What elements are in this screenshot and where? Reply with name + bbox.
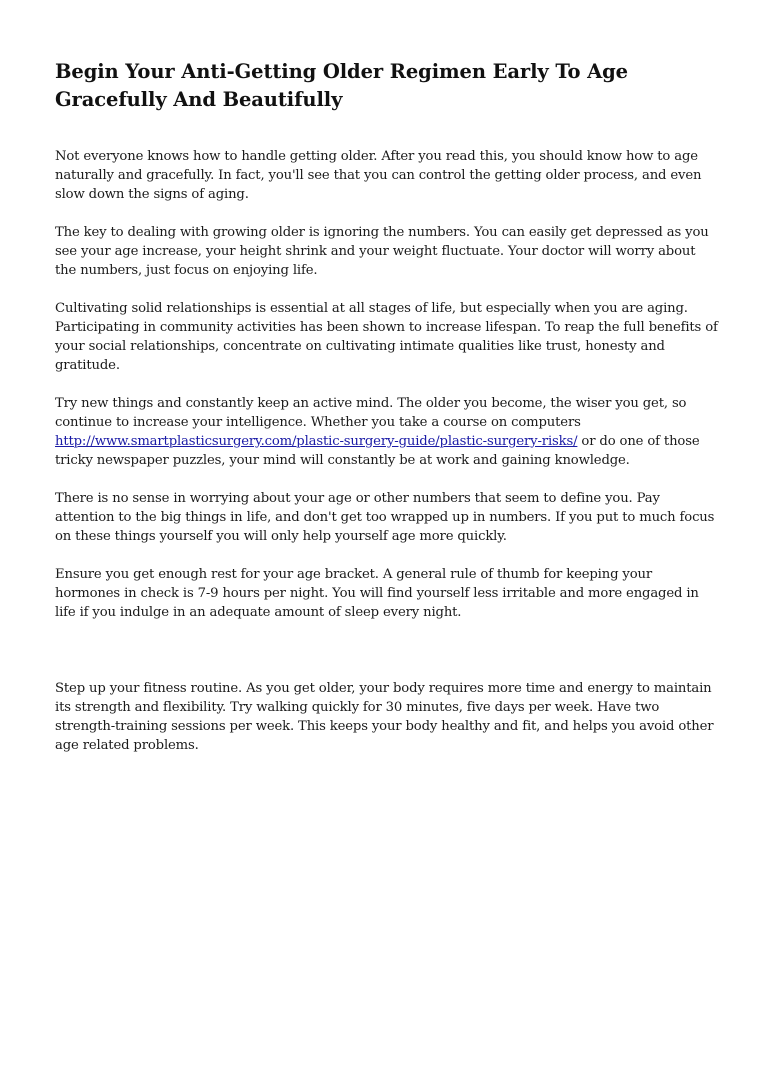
blank-gap: [55, 641, 718, 679]
page-title: Begin Your Anti-Getting Older Regimen Early To Age Gracefully And Beautifully: [55, 60, 628, 111]
paragraph-5: There is no sense in worrying about your age or other numbers that seem to define you. Pay attention to the big things in life, and don't get too wrapped up in numbers. If you put to much focus on these things yourself you will only help yourself age more quickly.: [55, 491, 715, 544]
paragraph-4: [55, 394, 718, 470]
paragraph-4-text-after: or do one of those tricky newspaper puzzles, your mind will constantly be at work and gaining knowledge.: [55, 434, 700, 468]
paragraph-6: Ensure you get enough rest for your age bracket. A general rule of thumb for keeping your hormones in check is 7-9 hours per night. You will find yourself less irritable and more engaged in life if you indulge in an adequate amount of sleep every night.: [55, 567, 699, 620]
paragraph-2: The key to dealing with growing older is ignoring the numbers. You can easily get depressed as you see your age increase, your height shrink and your weight fluctuate. Your doctor will worry about the numbers, just focus on enjoying life.: [55, 225, 709, 278]
paragraph-1: Not everyone knows how to handle getting older. After you read this, you should know how to age naturally and gracefully. In fact, you'll see that you can control the getting older process, and even slow down the signs of aging.: [55, 149, 702, 202]
article-body: [55, 147, 718, 755]
paragraph-7: Step up your fitness routine. As you get older, your body requires more time and energy to maintain its strength and flexibility. Try walking quickly for 30 minutes, five days per week. Have two strength-training sessions per week. This keeps your body healthy and fit, and helps you avoid other age related problems.: [55, 681, 714, 753]
paragraph-4-text-before: Try new things and constantly keep an active mind. The older you become, the wiser you get, so continue to increase your intelligence. Whether you take a course on computers: [55, 396, 687, 430]
surgery-risks-link[interactable]: http://www.smartplasticsurgery.com/plastic-surgery-guide/plastic-surgery-risks/: [55, 434, 578, 449]
paragraph-3: Cultivating solid relationships is essential at all stages of life, but especially when you are aging. Participating in community activities has been shown to increase lifespan. To reap the full benefits of your social relationships, concentrate on cultivating intimate qualities like trust, honesty and gratitude.: [55, 301, 718, 373]
